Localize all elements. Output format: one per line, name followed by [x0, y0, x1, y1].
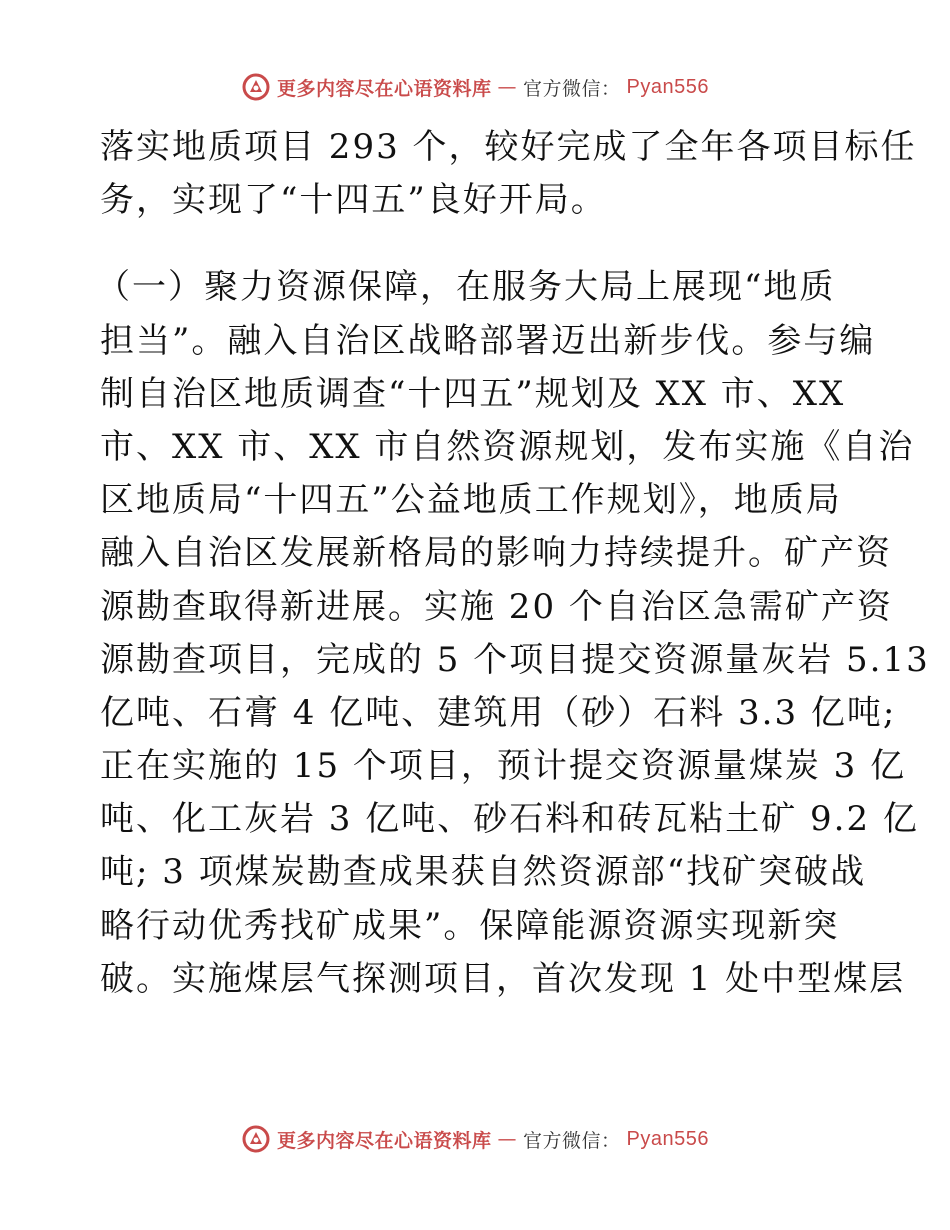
watermark-label: 官方微信： — [523, 1129, 621, 1152]
paragraph-gap — [100, 227, 860, 261]
text-line: 务，实现了“十四五”良好开局。 — [100, 180, 607, 221]
header-watermark — [0, 72, 950, 102]
red-circle-logo-icon — [241, 72, 271, 102]
text-line: 吨、化工灰岩 3 亿吨、砂石料和砖瓦粘土矿 9.2 亿 — [100, 799, 919, 840]
watermark-label: 官方微信： — [523, 77, 621, 100]
text-line: 源勘查项目，完成的 5 个项目提交资源量灰岩 5.13 — [100, 639, 930, 680]
watermark-text: 更多内容尽在心语资料库 — [277, 1129, 492, 1152]
text-line: 正在实施的 15 个项目，预计提交资源量煤炭 3 亿 — [100, 746, 907, 787]
text-line: 吨; 3 项煤炭勘查成果获自然资源部“找矿突破战 — [100, 852, 867, 893]
watermark-text: 更多内容尽在心语资料库 — [277, 77, 492, 100]
paragraph-2 — [96, 261, 930, 1006]
text-line: （一）聚力资源保障，在服务大局上展现“地质 — [96, 267, 836, 308]
text-line: 制自治区地质调查“十四五”规划及 XX 市、XX — [100, 373, 846, 414]
text-line: 落实地质项目 293 个，较好完成了全年各项目标任 — [100, 127, 917, 167]
footer-watermark — [0, 1124, 950, 1154]
red-circle-logo-icon — [241, 1124, 271, 1154]
watermark-handle: Pyan556 — [626, 1127, 709, 1150]
text-line: 融入自治区发展新格局的影响力持续提升。矿产资 — [100, 533, 892, 574]
watermark-dash: — — [497, 76, 518, 98]
text-line: 破。实施煤层气探测项目，首次发现 1 处中型煤层 — [100, 958, 906, 999]
text-line: 区地质局“十四五”公益地质工作规划》，地质局 — [100, 480, 842, 521]
watermark-dash: — — [497, 1128, 518, 1150]
text-line: 市、XX 市、XX 市自然资源规划，发布实施《自治 — [100, 426, 915, 467]
paragraph-1 — [100, 121, 917, 227]
document-body — [96, 121, 930, 1006]
watermark-handle: Pyan556 — [626, 75, 709, 98]
text-line: 亿吨、石膏 4 亿吨、建筑用（砂）石料 3.3 亿吨; — [100, 692, 897, 733]
text-line: 担当”。融入自治区战略部署迈出新步伐。参与编 — [100, 320, 876, 361]
text-line: 略行动优秀找矿成果”。保障能源资源实现新突 — [100, 905, 840, 946]
text-line: 源勘查取得新进展。实施 20 个自治区急需矿产资 — [100, 586, 893, 627]
